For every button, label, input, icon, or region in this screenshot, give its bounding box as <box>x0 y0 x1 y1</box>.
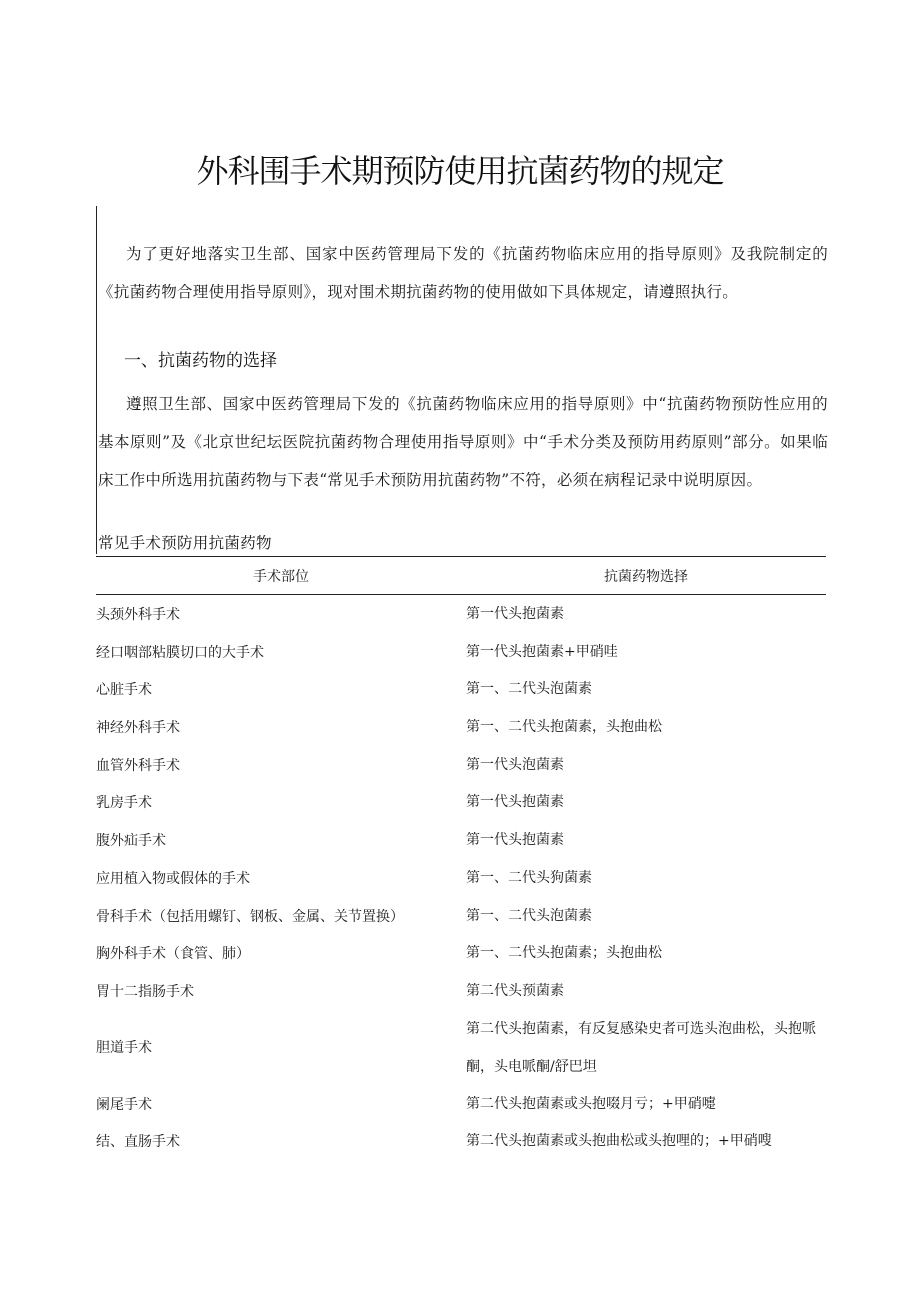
header-antibiotic-choice: 抗菌药物选择 <box>604 569 688 585</box>
table-row <box>96 746 826 784</box>
surgery-site-cell: 心脏手术 <box>96 682 152 699</box>
surgery-site-cell: 阑尾手术 <box>96 1096 152 1113</box>
antibiotic-cell: 第一代头抱菌素 <box>466 794 564 811</box>
antibiotic-table <box>96 556 826 1160</box>
antibiotic-cell: 第一代头抱菌素+甲硝哇 <box>466 643 618 660</box>
surgery-site-cell: 骨科手术（包括用螺钉、钢板、金属、关节置换） <box>96 908 404 925</box>
antibiotic-cell: 第二代头预菌素 <box>466 982 564 999</box>
surgery-site-cell: 胆道手术 <box>96 1039 152 1056</box>
surgery-site-cell: 神经外科手术 <box>96 720 180 737</box>
table-header-row <box>96 556 826 595</box>
antibiotic-cell: 第一代头泡菌素 <box>466 756 564 773</box>
surgery-site-cell: 结、直肠手术 <box>96 1134 180 1151</box>
antibiotic-cell: 第一、二代头抱菌素，头抱曲松 <box>466 719 662 736</box>
section-1-paragraph: 遵照卫生部、国家中医药管理局下发的《抗菌药物临床应用的指导原则》中“抗菌药物预防性应用的基本原则”及《北京世纪坛医院抗菌药物合理使用指导原则》中“手术分类及预防用药原则”部分。如果临床工作中所选用抗菌药物与下表“常见手术预防用抗菌药物”不符，必须在病程记录中说明原因。 <box>98 395 828 489</box>
table-row <box>96 972 826 1010</box>
surgery-site-cell: 经口咽部粘膜切口的大手术 <box>96 644 264 661</box>
left-margin-rule <box>96 206 97 554</box>
table-row <box>96 859 826 897</box>
table-row <box>96 708 826 746</box>
section-heading-1: 一、抗菌药物的选择 <box>124 351 277 371</box>
table-row <box>96 633 826 671</box>
antibiotic-cell: 第二代头抱菌素，有反复感染史者可选头泡曲松，头抱哌酮，头电哌酮/舒巴坦 <box>466 1020 816 1075</box>
table-row <box>96 595 826 633</box>
header-surgery-site: 手术部位 <box>253 569 309 585</box>
antibiotic-cell: 第一代头抱菌素 <box>466 606 564 622</box>
table-row <box>96 1085 826 1123</box>
table-row <box>96 1010 826 1085</box>
antibiotic-cell: 第二代头抱菌素或头抱啜月亏；+甲硝嚏 <box>466 1095 716 1112</box>
table-row <box>96 897 826 935</box>
intro-paragraph: 为了更好地落实卫生部、国家中医药管理局下发的《抗菌药物临床应用的指导原则》及我院制定的《抗菌药物合理使用指导原则》，现对围术期抗菌药物的使用做如下具体规定，请遵照执行。 <box>98 245 828 301</box>
surgery-site-cell: 应用植入物或假体的手术 <box>96 870 250 887</box>
surgery-site-cell: 胸外科手术（食管、肺） <box>96 946 250 963</box>
surgery-site-cell: 腹外疝手术 <box>96 833 166 850</box>
table-body <box>96 595 826 1160</box>
surgery-site-cell: 胃十二指肠手术 <box>96 983 194 1000</box>
antibiotic-cell: 第一、二代头泡菌素 <box>466 681 592 698</box>
antibiotic-cell: 第一、二代头抱菌素；头抱曲松 <box>466 945 662 962</box>
document-title: 外科围手术期预防使用抗菌药物的规定 <box>196 152 724 190</box>
table-row <box>96 783 826 821</box>
antibiotic-cell: 第一、二代头泡菌素 <box>466 907 592 924</box>
antibiotic-cell: 第一、二代头狗菌素 <box>466 869 592 886</box>
table-caption: 常见手术预防用抗菌药物 <box>98 534 272 552</box>
table-row <box>96 670 826 708</box>
table-row <box>96 821 826 859</box>
surgery-site-cell: 血管外科手术 <box>96 757 180 774</box>
surgery-site-cell: 乳房手术 <box>96 795 152 812</box>
antibiotic-cell: 第一代头抱菌素 <box>466 832 564 849</box>
table-row <box>96 1122 826 1160</box>
surgery-site-cell: 头颈外科手术 <box>96 607 180 623</box>
antibiotic-cell: 第二代头抱菌素或头抱曲松或头抱哩的；+甲硝嗖 <box>466 1133 772 1150</box>
table-row <box>96 934 826 972</box>
